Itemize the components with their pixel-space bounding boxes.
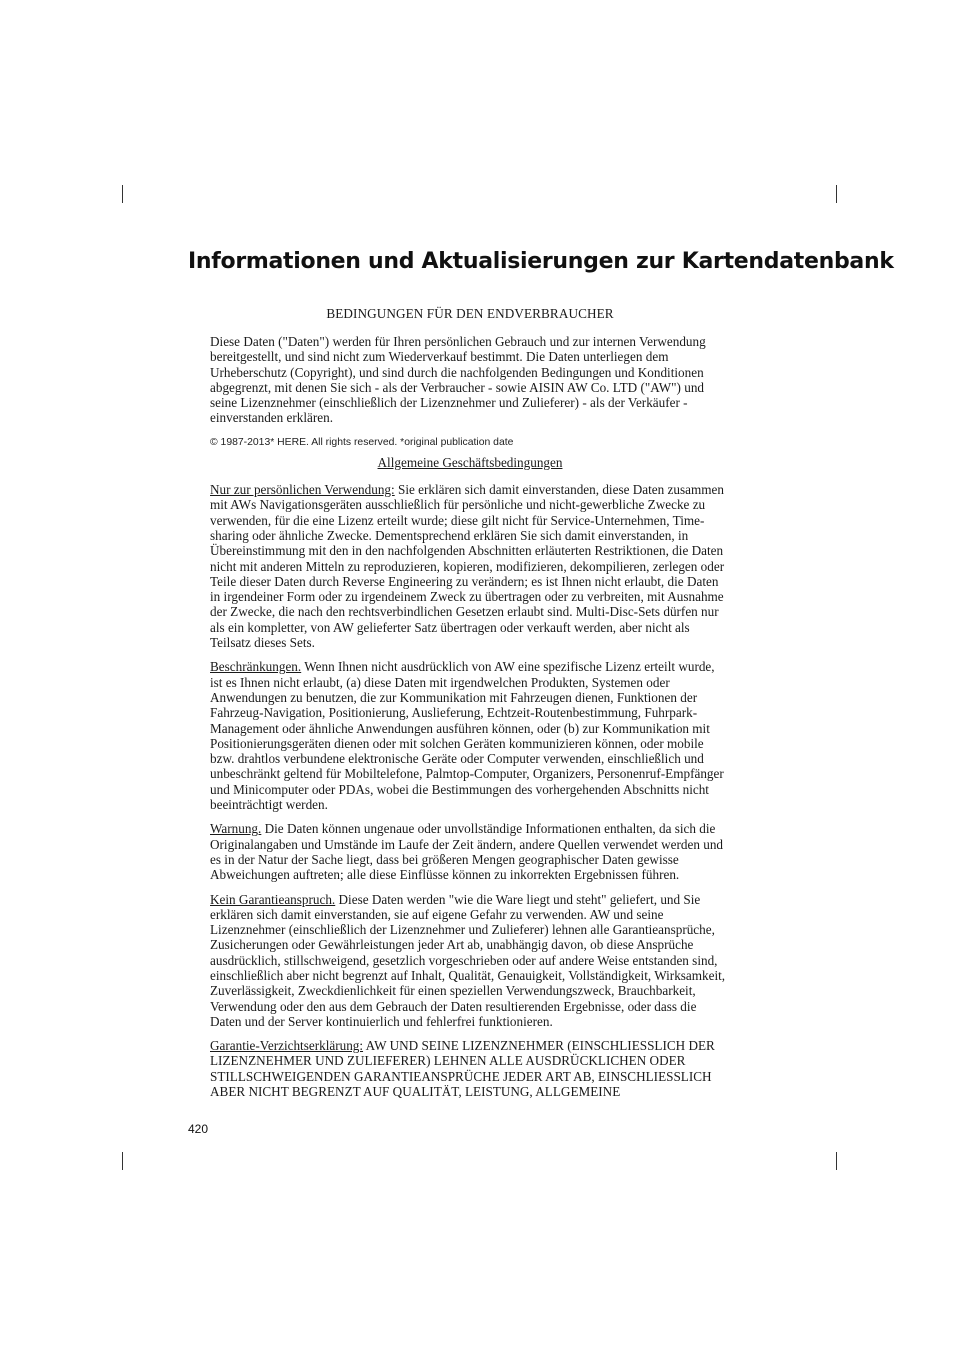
section-lead: Beschränkungen. xyxy=(210,659,302,675)
section-no-warranty xyxy=(210,892,730,1030)
general-terms-heading: Allgemeine Geschäftsbedingungen xyxy=(377,454,563,470)
document-body xyxy=(210,306,730,1108)
page-title: Informationen und Aktualisierungen zur Kartendatenbank xyxy=(188,249,894,274)
section-text: Diese Daten werden "wie die Ware liegt und steht" geliefert, und Sie erklären sich damit einverstanden, sie auf eigene Gefahr zu verwenden. AW und seine Lizenznehmer (einschließlich der Lizenznehmer und Zulieferer) lehnen alle Garantieansprüche, Zusicherungen oder Gewährleistungen jeder Art ab, unabhängig davon, ob diese Ansprüche ausdrücklich, stillschweigend, gesetzlich vorgeschrieben oder auf andere Weise entstanden sind, einschließlich aber nicht begrenzt auf Inhalt, Qualität, Genauigkeit, Vollständigkeit, Wirksamkeit, Zuverlässigkeit, Zweckdienlichkeit für einen speziellen Verwendungszweck, Brauchbarkeit, Verwendung oder den aus dem Gebrauch der Daten resultierenden Ergebnisse, oder dass die Daten und der Server kontinuierlich und fehlerfrei funktionieren. xyxy=(210,891,726,1029)
section-lead: Warnung. xyxy=(210,821,262,837)
crop-mark-top-right xyxy=(836,185,847,203)
section-lead: Kein Garantieanspruch. xyxy=(210,891,336,907)
intro-paragraph: Diese Daten ("Daten") werden für Ihren persönlichen Gebrauch und zur internen Verwendung bereitgestellt, und sind nicht zum Wiederverkauf bestimmt. Die Daten unterliegen dem Urheberschutz (Copyright), und sind durch die nachfolgenden Bedingungen und Konditionen abgegrenzt, mit denen Sie sich - als der Verbraucher - sowie AISIN AW Co. LTD ("AW") und seine Lizenznehmer (einschließlich der Lizenznehmer und Zulieferer) - als der Verkäufer - einverstanden erklären. xyxy=(210,334,706,426)
section-lead: Nur zur persönlichen Verwendung: xyxy=(210,482,395,498)
section-text: Die Daten können ungenaue oder unvollständige Informationen enthalten, da sich die Originalangaben und Umstände im Laufe der Zeit ändern, andere Quellen verwendet werden und es in der Natur der Sache liegt, dass bei größeren Mengen geographischer Daten gewisse Abweichungen auftreten; alle diese Einflüsse können zu inkorrekten Ergebnissen führen. xyxy=(210,821,724,883)
section-warranty-disclaimer xyxy=(210,1038,730,1099)
section-personal-use xyxy=(210,482,730,650)
crop-mark-bottom-left xyxy=(112,1152,123,1170)
section-text: Wenn Ihnen nicht ausdrücklich von AW eine spezifische Lizenz erteilt wurde, ist es Ihnen nicht erlaubt, (a) diese Daten mit irgendwelchen Produkten, Systemen oder Anwendungen zu benutzen, die zur Kommunikation mit Fahrzeugen dienen, Funktionen der Fahrzeug-Navigation, Positionierung, Auslieferung, Echtzeit-Routenbestimmung, Fuhrpark-Management oder ähnliche Anwendungen ausführen können, oder (b) zur Kommunikation mit Positionierungsgeräten dienen oder mit solchen Geräten kommunizieren können, oder mobile bzw. drahtlos verbundene elektronische Geräte oder Computer verwenden, einschließlich und unbeschränkt geltend für Mobiltelefone, Palmtop-Computer, Organizers, Personenruf-Empfänger und Minicomputer oder PDAs, wobei die Bestimmungen des vorhergehenden Abschnitts nicht beeinträchtigt werden. xyxy=(210,659,724,813)
crop-mark-top-left xyxy=(112,185,123,203)
crop-mark-bottom-right xyxy=(836,1152,847,1170)
terms-heading: BEDINGUNGEN FÜR DEN ENDVERBRAUCHER xyxy=(326,306,614,321)
copyright-notice: © 1987-2013* HERE. All rights reserved. *original publication date xyxy=(210,436,514,448)
section-text: Sie erklären sich damit einverstanden, diese Daten zusammen mit AWs Navigationsgeräten ausschließlich für persönliche und nicht-gewerbliche Zwecke zu verwenden, für die eine Lizenz erteilt wurde; diese gilt nicht für Service-Unternehmen, Time-sharing oder ähnliche Zwecke. Dementsprechend erklären Sie sich damit einverstanden, in Übereinstimmung mit den in den nachfolgenden Abschnitten erläuterten Restriktionen, die Daten nicht mit anderen Mitteln zu reproduzieren, kopieren, modifizieren, dekompilieren, zerlegen oder Teile dieser Daten durch Reverse Engineering zu verändern; es ist Ihnen nicht erlaubt, die Daten in irgendeiner Form oder zu irgendeinem Zweck zu übertragen oder zu verbreiten, mit Ausnahme der Zwecke, die nach den rechtsverbindlichen Gesetzen erlaubt sind. Multi-Disc-Sets dürfen nur als ein kompletter, von AW gelieferter Satz übertragen oder verkauft werden, aber nicht als Teilsatz dieses Sets. xyxy=(210,482,725,651)
section-text: AW UND SEINE LIZENZNEHMER (EINSCHLIESSLICH DER LIZENZNEHMER UND ZULIEFERER) LEHNEN ALLE AUSDRÜCKLICHEN ODER STILLSCHWEIGENDEN GARANTIEANSPRÜCHE JEDER ART AB, EINSCHLIESSLICH ABER NICHT BEGRENZT AUF QUALITÄT, LEISTUNG, ALLGEMEINE xyxy=(210,1038,715,1100)
section-warning xyxy=(210,821,730,882)
section-restrictions xyxy=(210,659,730,812)
page-number: 420 xyxy=(188,1122,209,1136)
section-lead: Garantie-Verzichtserklärung: xyxy=(210,1038,364,1054)
